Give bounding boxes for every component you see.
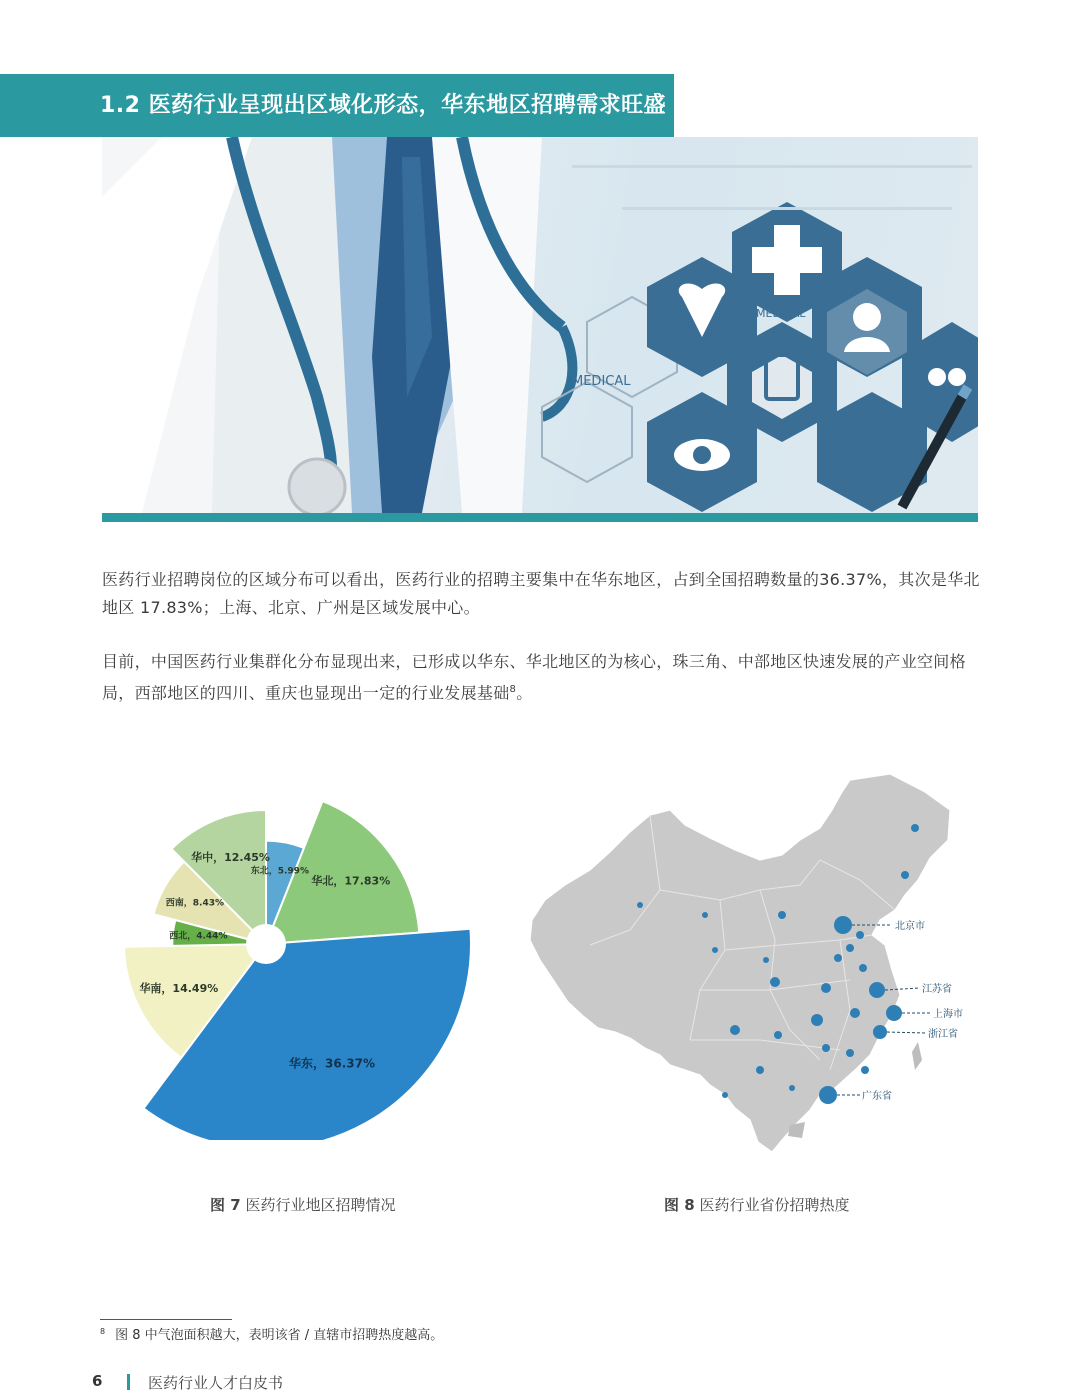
map-label-beijing: 北京市: [895, 921, 925, 932]
bubble-shanxi: [778, 911, 786, 919]
bubble-guangdong: [819, 1086, 837, 1104]
bubble-jilin: [901, 871, 909, 879]
bubble-inner-mongolia: [702, 912, 708, 918]
figure-8-number: 图 8: [664, 1196, 695, 1214]
bubble-hebei: [834, 954, 842, 962]
bubble-guangxi: [789, 1085, 795, 1091]
bubble-shaanxi: [770, 977, 780, 987]
figure-8-text: 医药行业省份招聘热度: [694, 1196, 850, 1214]
footnote-ref: 8: [509, 684, 517, 695]
rose-label-6: 华中，12.45%: [191, 850, 270, 864]
rose-label-3: 华南，14.49%: [139, 981, 219, 995]
rose-label-0: 东北，5.99%: [250, 866, 309, 877]
hero-illustration: [102, 137, 978, 513]
rose-label-1: 华北，17.83%: [311, 874, 391, 888]
rose-label-5: 西南，8.43%: [165, 898, 225, 909]
section-title: 1.2 医药行业呈现出区域化形态，华东地区招聘需求旺盛: [100, 93, 667, 118]
bubble-tianjin: [846, 944, 854, 952]
medical-text-1: MEDICAL: [572, 374, 631, 389]
china-heat-map: [520, 770, 970, 1160]
map-label-jiangsu: 江苏省: [922, 984, 952, 995]
map-label-guangdong: 广东省: [862, 1091, 892, 1102]
bubble-zhejiang: [873, 1025, 887, 1039]
bubble-jiangsu: [869, 982, 885, 998]
paragraph-2: [102, 648, 980, 707]
medical-text-2: MEDICAL: [756, 307, 806, 320]
figure-7-text: 医药行业地区招聘情况: [240, 1196, 396, 1214]
bubble-beijing: [834, 916, 852, 934]
rose-label-2: 华东，36.37%: [289, 1056, 376, 1071]
figure-7-caption: [210, 1194, 395, 1215]
bubble-hubei: [811, 1014, 823, 1026]
footnote-divider: [100, 1319, 232, 1320]
bubble-guizhou: [756, 1066, 764, 1074]
bubble-liaoning: [856, 931, 864, 939]
bubble-ningxia: [763, 957, 769, 963]
page-number: 6: [92, 1372, 103, 1390]
bubble-yunnan: [722, 1092, 728, 1098]
bubble-jiangxi: [846, 1049, 854, 1057]
bubble-hunan: [822, 1044, 830, 1052]
taiwan-island: [912, 1042, 922, 1070]
bubble-qinghai: [712, 947, 718, 953]
bubble-henan: [821, 983, 831, 993]
footnote-number: 8: [100, 1326, 106, 1336]
footer-title: 医药行业人才白皮书: [148, 1374, 284, 1392]
bubble-anhui: [850, 1008, 860, 1018]
footnote-text: 图 8 中气泡面积越大，表明该省 / 直辖市招聘热度越高。: [115, 1328, 444, 1343]
paragraph-2-text: 目前，中国医药行业集群化分布显现出来，已形成以华东、华北地区的为核心，珠三角、中部地区快速发展的产业空间格局，西部地区的四川、重庆也显现出一定的行业发展基础: [102, 652, 966, 703]
figure-7-number: 图 7: [210, 1196, 241, 1214]
bubble-xinjiang: [637, 902, 643, 908]
rose-label-4: 西北，4.44%: [169, 931, 228, 942]
map-label-zhejiang: 浙江省: [928, 1029, 958, 1040]
hero-bottom-bar: [102, 513, 978, 522]
bubble-shanghai: [886, 1005, 902, 1021]
map-label-shanghai: 上海市: [933, 1009, 963, 1020]
bubble-fujian: [861, 1066, 869, 1074]
footer-divider: [127, 1374, 130, 1390]
figure-8-caption: [664, 1194, 849, 1215]
chart-center-hole: [246, 924, 286, 964]
region-rose-chart: [100, 760, 480, 1140]
bubble-chongqing: [774, 1031, 782, 1039]
hero-image: [102, 137, 978, 513]
footnote: [100, 1324, 443, 1343]
paragraph-1: 医药行业招聘岗位的区域分布可以看出，医药行业的招聘主要集中在华东地区，占到全国招聘数量的36.37%，其次是华北地区 17.83%；上海、北京、广州是区域发展中心。: [102, 570, 980, 617]
bubble-shandong: [859, 964, 867, 972]
paragraph-2-end: 。: [516, 683, 533, 703]
bubble-heilongjiang: [911, 824, 919, 832]
bubble-sichuan: [730, 1025, 740, 1035]
